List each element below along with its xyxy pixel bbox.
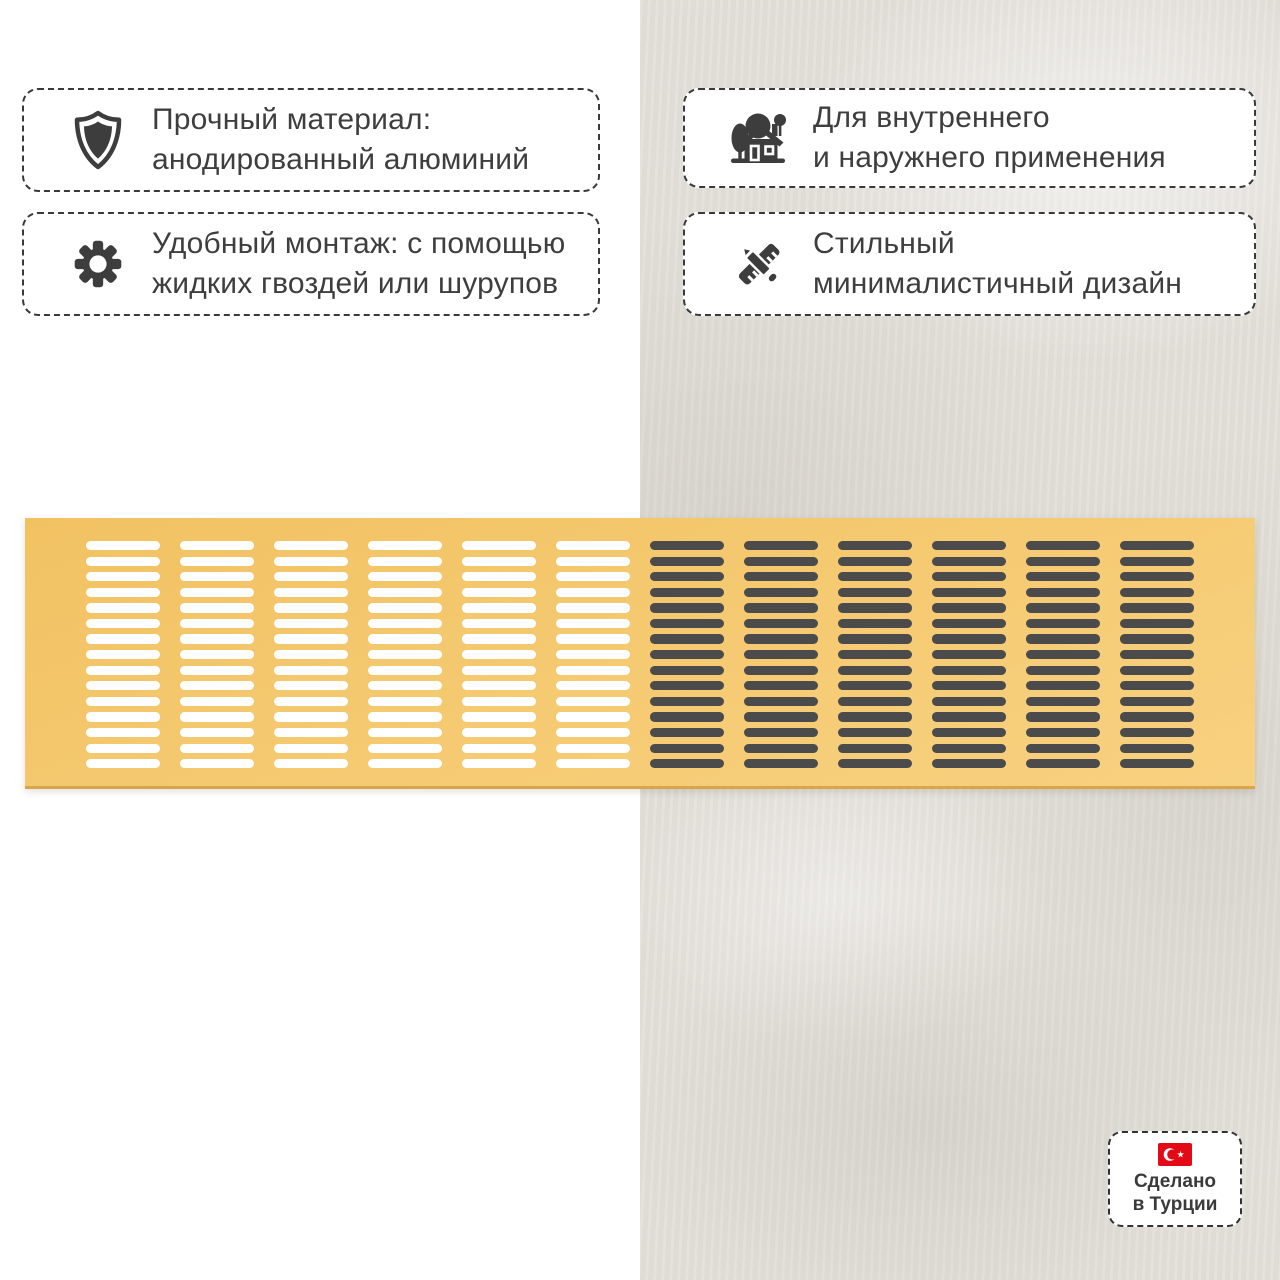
grille-slot [274,744,348,753]
grille-slot [556,744,630,753]
grille-slot [650,681,724,690]
grille-slot [368,666,442,675]
grille-slot [274,619,348,628]
badge-line: Сделано [1133,1170,1217,1192]
grille-slot [838,588,912,597]
grille-slot [838,557,912,566]
grille-slot [180,759,254,768]
grille-slot [86,759,160,768]
grille-slot [462,712,536,721]
grille-slot [932,712,1006,721]
grille-slot [368,712,442,721]
grille-slot [274,588,348,597]
grille-slot [744,697,818,706]
grille-slot [86,666,160,675]
grille-slot [1026,634,1100,643]
grille-slot [274,650,348,659]
grille-slot [1026,619,1100,628]
grille-slot [1026,712,1100,721]
grille-slot [650,588,724,597]
grille-slot [556,697,630,706]
ventilation-grille-plate [25,518,1255,789]
grille-slot [180,666,254,675]
grille-slots [25,518,1255,786]
grille-slot [932,666,1006,675]
grille-slot [1120,728,1194,737]
grille-slot [838,619,912,628]
grille-slot [1026,588,1100,597]
feature-text-design [813,224,1182,304]
grille-slot [650,634,724,643]
grille-slot [1120,712,1194,721]
grille-slot [1026,759,1100,768]
grille-slot [650,557,724,566]
grille-slot [744,712,818,721]
grille-slot [86,634,160,643]
grille-slot [1120,557,1194,566]
grille-slot [932,759,1006,768]
grille-slot [462,697,536,706]
grille-slot [744,728,818,737]
grille-slot [1026,603,1100,612]
grille-slot [932,650,1006,659]
grille-slot [368,619,442,628]
grille-slot [274,572,348,581]
grille-slot [86,619,160,628]
grille-slot [838,650,912,659]
grille-slot [556,588,630,597]
pencil-ruler-icon [729,234,789,294]
grille-slot [462,557,536,566]
grille-slot [932,572,1006,581]
grille-slot [744,619,818,628]
grille-slot [368,697,442,706]
grille-slot [1026,650,1100,659]
grille-slot [180,744,254,753]
feature-text-mounting [152,224,565,304]
grille-slot [838,541,912,550]
grille-slot [180,541,254,550]
grille-slot [932,681,1006,690]
grille-slot [180,681,254,690]
grille-slot [368,541,442,550]
grille-slot [180,572,254,581]
grille-slot [744,557,818,566]
grille-slot [650,728,724,737]
feature-line: анодированный алюминий [152,143,530,176]
grille-slot [556,650,630,659]
grille-slot [1120,619,1194,628]
grille-slot [744,744,818,753]
house-tree-icon [729,108,789,168]
grille-slot [650,666,724,675]
shield-icon [68,110,128,170]
grille-slot [274,634,348,643]
feature-line: жидких гвоздей или шурупов [152,267,559,300]
grille-slot [744,572,818,581]
grille-slot [368,728,442,737]
grille-slot [462,572,536,581]
feature-line: Удобный монтаж: с помощью [152,227,566,260]
grille-slot [462,728,536,737]
grille-slot [462,759,536,768]
grille-slot [556,541,630,550]
feature-box-application [683,88,1256,188]
grille-slot [368,603,442,612]
grille-slot [556,634,630,643]
grille-slot [1120,588,1194,597]
grille-slot [462,681,536,690]
grille-slot [838,697,912,706]
grille-slot [650,650,724,659]
grille-slot [274,697,348,706]
grille-slot [1120,744,1194,753]
grille-slot [462,650,536,659]
grille-slot [650,744,724,753]
grille-slot [650,603,724,612]
grille-slot [932,588,1006,597]
grille-slot [86,744,160,753]
grille-slot [274,557,348,566]
grille-slot [274,712,348,721]
badge-line: в Турции [1132,1193,1218,1215]
grille-slot [274,666,348,675]
grille-slot [274,728,348,737]
grille-slot [86,572,160,581]
grille-slot [1120,650,1194,659]
grille-slot [86,728,160,737]
grille-slot [180,650,254,659]
grille-slot [1026,557,1100,566]
grille-slot [932,557,1006,566]
grille-slot [1026,666,1100,675]
grille-slot [744,650,818,659]
feature-box-design [683,212,1256,316]
grille-slot [462,541,536,550]
grille-slot [274,603,348,612]
grille-slot [744,634,818,643]
grille-slot [932,619,1006,628]
gear-icon [68,234,128,294]
grille-slot [838,728,912,737]
grille-slot [838,634,912,643]
grille-slot [1120,572,1194,581]
grille-slot [368,557,442,566]
grille-slot [1120,681,1194,690]
grille-slot [1120,541,1194,550]
grille-slot [1026,681,1100,690]
feature-line: Прочный материал: [152,103,432,136]
grille-slot [556,712,630,721]
grille-slot [744,541,818,550]
grille-slot [368,634,442,643]
grille-slot [1120,634,1194,643]
grille-slot [180,557,254,566]
grille-slot [838,572,912,581]
grille-slot [932,697,1006,706]
grille-slot [1026,728,1100,737]
grille-slot [556,557,630,566]
grille-slot [86,603,160,612]
grille-slot [744,666,818,675]
turkey-flag-icon [1158,1143,1192,1166]
grille-slot [556,681,630,690]
grille-slot [932,634,1006,643]
grille-slot [368,744,442,753]
grille-slot [180,588,254,597]
grille-slot [86,650,160,659]
grille-slot [650,697,724,706]
grille-slot [932,728,1006,737]
grille-slot [650,619,724,628]
grille-slot [368,650,442,659]
grille-slot [86,588,160,597]
grille-slot [650,541,724,550]
grille-slot [1120,603,1194,612]
grille-slot [368,572,442,581]
grille-slot [838,603,912,612]
grille-slot [744,681,818,690]
grille-slot [368,759,442,768]
grille-slot [462,634,536,643]
grille-slot [556,728,630,737]
grille-slot [838,666,912,675]
grille-slot [932,603,1006,612]
feature-line: минималистичный дизайн [813,267,1183,300]
grille-slot [462,744,536,753]
grille-slot [274,759,348,768]
grille-slot [838,744,912,753]
grille-slot [462,666,536,675]
grille-slot [650,572,724,581]
grille-slot [1026,541,1100,550]
grille-slot [744,759,818,768]
feature-text-material [152,100,529,180]
grille-slot [1026,744,1100,753]
grille-slot [556,759,630,768]
grille-slot [744,588,818,597]
grille-slot [86,557,160,566]
grille-slot [838,681,912,690]
grille-slot [274,681,348,690]
grille-slot [744,603,818,612]
feature-box-mounting [22,212,600,316]
grille-slot [650,712,724,721]
grille-slot [368,588,442,597]
grille-slot [462,588,536,597]
grille-slot [556,619,630,628]
grille-slot [838,759,912,768]
feature-line: и наружнего применения [813,141,1166,174]
grille-slot [180,619,254,628]
feature-line: Стильный [813,227,955,260]
grille-slot [86,712,160,721]
made-in-badge [1108,1131,1242,1227]
grille-slot [180,697,254,706]
grille-slot [462,619,536,628]
grille-slot [1026,697,1100,706]
grille-slot [86,681,160,690]
grille-slot [1120,697,1194,706]
grille-slot [932,541,1006,550]
feature-line: Для внутреннего [813,101,1050,134]
feature-text-application [813,98,1166,178]
grille-slot [1026,572,1100,581]
grille-slot [556,603,630,612]
grille-slot [838,712,912,721]
grille-slot [1120,759,1194,768]
grille-slot [556,666,630,675]
grille-slot [86,541,160,550]
grille-slot [274,541,348,550]
grille-slot [368,681,442,690]
grille-slot [180,603,254,612]
grille-slot [180,634,254,643]
grille-slot [462,603,536,612]
grille-slot [556,572,630,581]
grille-slot [932,744,1006,753]
grille-slot [1120,666,1194,675]
feature-box-material [22,88,600,192]
grille-slot [650,759,724,768]
grille-slot [86,697,160,706]
grille-slot [180,712,254,721]
grille-slot [180,728,254,737]
